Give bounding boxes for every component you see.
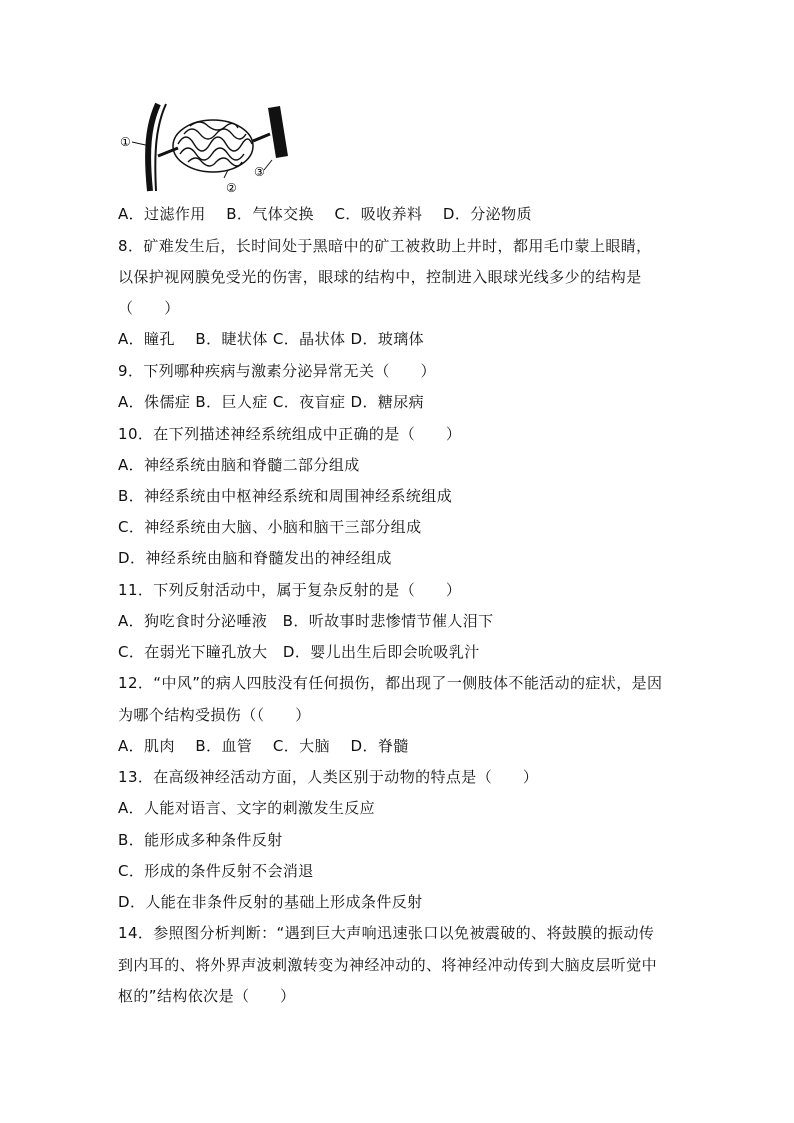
nephron-diagram-svg [118, 96, 302, 196]
nephron-diagram [118, 96, 302, 196]
q13-option-c: C．形成的条件反射不会消退 [118, 862, 314, 880]
q13-option-a: A．人能对语言、文字的刺激发生反应 [118, 799, 376, 817]
diagram-label-3: ③ [254, 165, 265, 179]
q13-option-d: D．人能在非条件反射的基础上形成条件反射 [118, 893, 423, 911]
q12-stem-line1: 12．“中风”的病人四肢没有任何损伤，都出现了一侧肢体不能活动的症状，是因 [118, 674, 663, 692]
q10-option-a: A．神经系统由脑和脊髓二部分组成 [118, 456, 360, 474]
q14-stem-line3: 枢的”结构依次是（ ） [118, 987, 296, 1005]
q12-stem-line2: 为哪个结构受损伤（（ ） [118, 706, 311, 724]
q9-stem: 9．下列哪种疾病与激素分泌异常无关（ ） [118, 362, 436, 380]
q10-stem: 10．在下列描述神经系统组成中正确的是（ ） [118, 425, 462, 443]
q11-stem: 11．下列反射活动中，属于复杂反射的是（ ） [118, 581, 462, 599]
q9-options: A．侏儒症 B．巨人症 C．夜盲症 D．糖尿病 [118, 393, 425, 411]
q10-option-b: B．神经系统由中枢神经系统和周围神经系统组成 [118, 487, 453, 505]
diagram-label-2: ② [226, 181, 237, 195]
q12-options: A．肌肉 B．血管 C．大脑 D．脊髓 [118, 737, 409, 755]
q8-options: A．瞳孔 B．睫状体 C．晶状体 D．玻璃体 [118, 330, 425, 348]
q10-option-c: C．神经系统由大脑、小脑和脑干三部分组成 [118, 518, 422, 536]
q7-options: A．过滤作用 B．气体交换 C．吸收养料 D．分泌物质 [118, 205, 532, 223]
q8-stem-line2: 以保护视网膜免受光的伤害，眼球的结构中，控制进入眼球光线多少的结构是 [118, 268, 642, 286]
q14-stem-line1: 14．参照图分析判断：“遇到巨大声响迅速张口以免被震破的、将鼓膜的振动传 [118, 924, 655, 942]
q11-options-cd: C．在弱光下瞳孔放大 D．婴儿出生后即会吮吸乳汁 [118, 643, 480, 661]
q8-stem-line3: （ ） [118, 299, 180, 317]
q10-option-d: D．神经系统由脑和脊髓发出的神经组成 [118, 549, 392, 567]
q8-stem-line1: 8．矿难发生后，长时间处于黑暗中的矿工被救助上井时，都用毛巾蒙上眼睛， [118, 237, 652, 255]
q13-option-b: B．能形成多种条件反射 [118, 831, 283, 849]
q14-stem-line2: 到内耳的、将外界声波刺激转变为神经冲动的、将神经冲动传到大脑皮层听觉中 [118, 956, 658, 974]
diagram-label-1: ① [120, 135, 131, 149]
q13-stem: 13．在高级神经活动方面，人类区别于动物的特点是（ ） [118, 768, 539, 786]
q11-options-ab: A．狗吃食时分泌唾液 B．听故事时悲惨情节催人泪下 [118, 612, 494, 630]
